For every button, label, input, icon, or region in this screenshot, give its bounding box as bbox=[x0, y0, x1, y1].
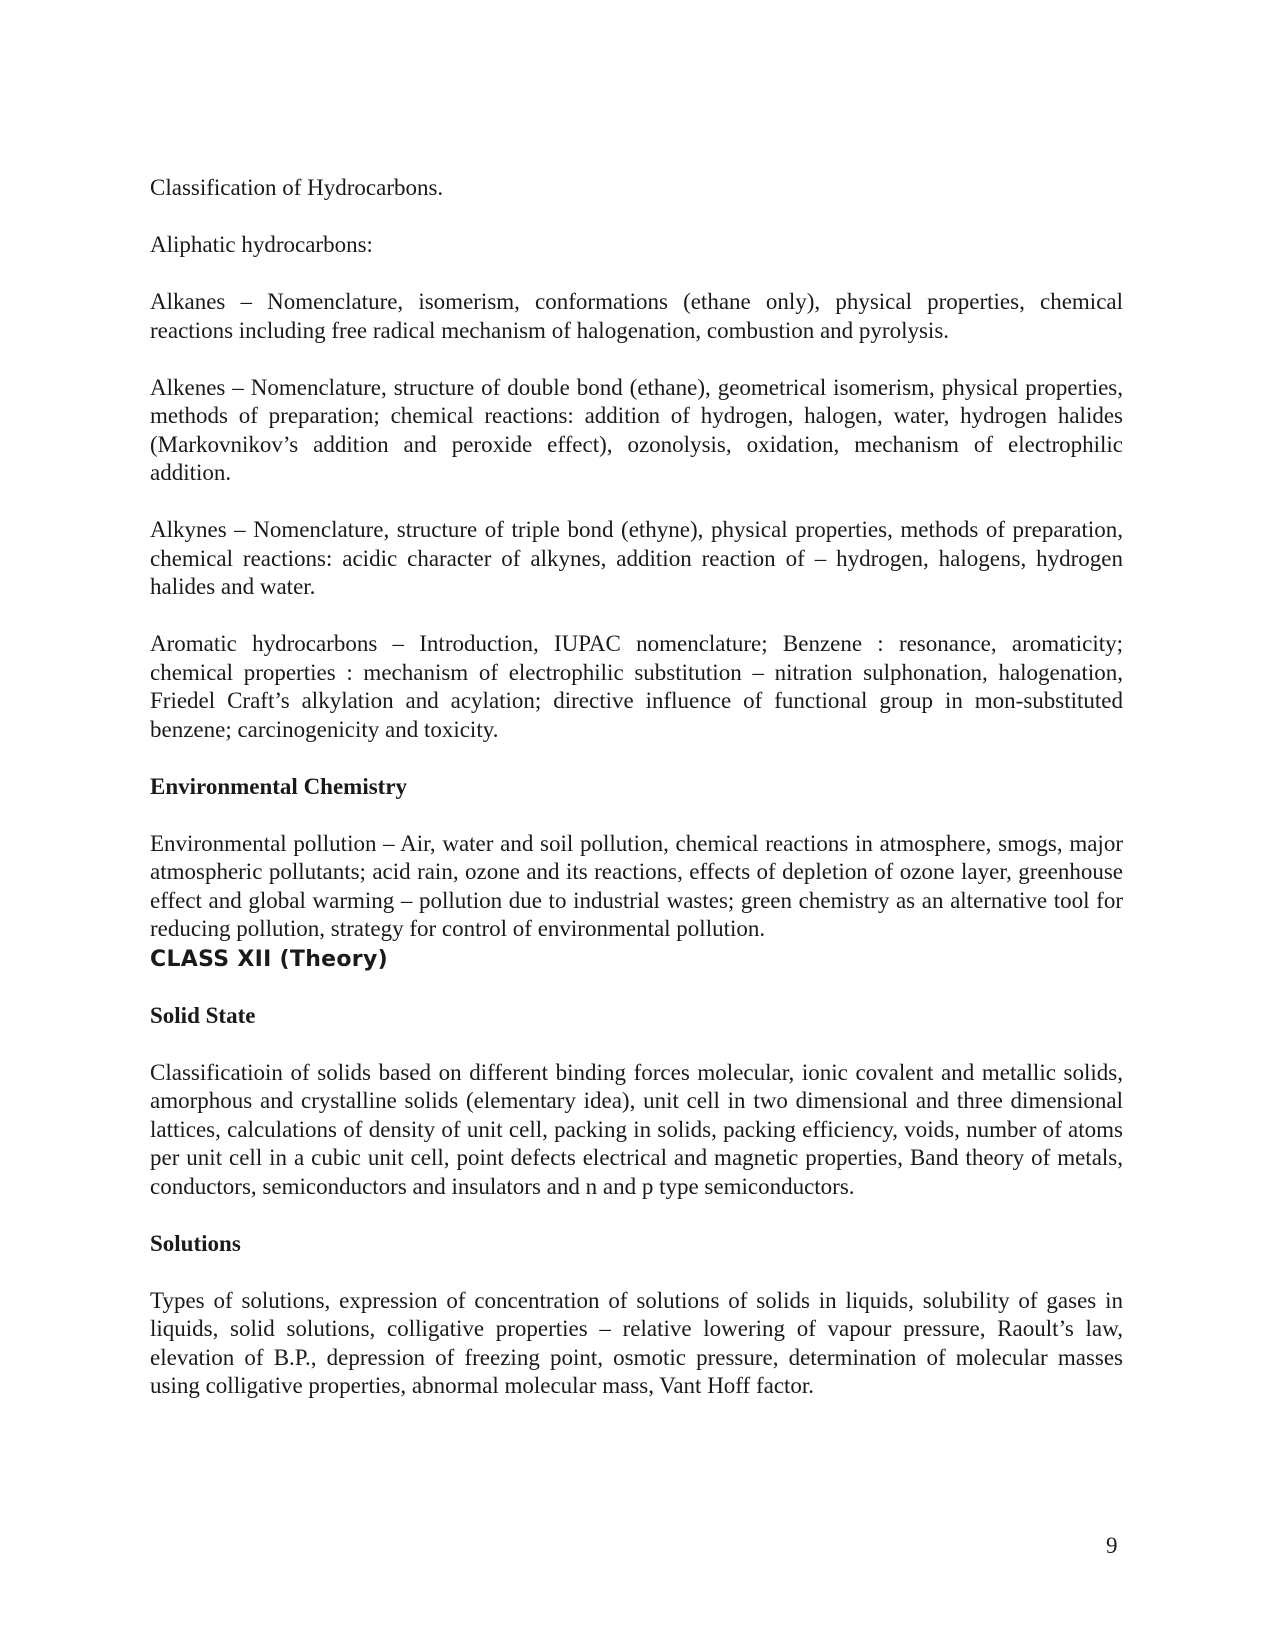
paragraph-aromatic: Aromatic hydrocarbons – Introduction, IUPAC nomenclature; Benzene : resonance, aromaticity; chemical properties : mechanism of electrophilic substitution – nitration sulphonation, halogenation, Friedel Craft’s alkylation and acylation; directive influence of functional group in mon-substituted benzene; carcinogenicity and toxicity. bbox=[150, 631, 1123, 742]
heading-solid-state: Solid State bbox=[150, 1002, 256, 1028]
paragraph-aliphatic: Aliphatic hydrocarbons: bbox=[150, 232, 373, 257]
paragraph-alkenes: Alkenes – Nomenclature, structure of double bond (ethane), geometrical isomerism, physical properties, methods of preparation; chemical reactions: addition of hydrogen, halogen, water, hydrogen halides (Markovnikov’s addition and peroxide effect), ozonolysis, oxidation, mechanism of electrophilic addition. bbox=[150, 374, 1123, 485]
document-body bbox=[150, 174, 1123, 1429]
paragraph-alkynes: Alkynes – Nomenclature, structure of triple bond (ethyne), physical properties, methods of preparation, chemical reactions: acidic character of alkynes, addition reaction of – hydrogen, halogens, hydrogen halides and water. bbox=[150, 517, 1123, 599]
paragraph-environmental: Environmental pollution – Air, water and soil pollution, chemical reactions in atmosphere, smogs, major atmospheric pollutants; acid rain, ozone and its reactions, effects of depletion of ozone layer, greenhouse effect and global warming – pollution due to industrial wastes; green chemistry as an alternative tool for reducing pollution, strategy for control of environmental pollution. bbox=[150, 830, 1123, 941]
page-number: 9 bbox=[1106, 1533, 1118, 1558]
paragraph-solutions: Types of solutions, expression of concentration of solutions of solids in liquids, solubility of gases in liquids, solid solutions, colligative properties – relative lowering of vapour pressure, Raoult’s law, elevation of B.P., depression of freezing point, osmotic pressure, determination of molecular masses using colligative properties, abnormal molecular mass, Vant Hoff factor. bbox=[150, 1287, 1123, 1398]
heading-environmental-chemistry: Environmental Chemistry bbox=[150, 773, 408, 799]
heading-class-xii: CLASS XII (Theory) bbox=[150, 946, 388, 972]
paragraph-alkanes: Alkanes – Nomenclature, isomerism, conformations (ethane only), physical properties, chemical reactions including free radical mechanism of halogenation, combustion and pyrolysis. bbox=[150, 289, 1123, 343]
paragraph-classification: Classification of Hydrocarbons. bbox=[150, 175, 444, 200]
heading-solutions: Solutions bbox=[150, 1230, 241, 1256]
paragraph-solid-state: Classificatioin of solids based on different binding forces molecular, ionic covalent and metallic solids, amorphous and crystalline solids (elementary idea), unit cell in two dimensional and three dimensional lattices, calculations of density of unit cell, packing in solids, packing efficiency, voids, number of atoms per unit cell in a cubic unit cell, point defects electrical and magnetic properties, Band theory of metals, conductors, semiconductors and insulators and n and p type semiconductors. bbox=[150, 1059, 1123, 1199]
